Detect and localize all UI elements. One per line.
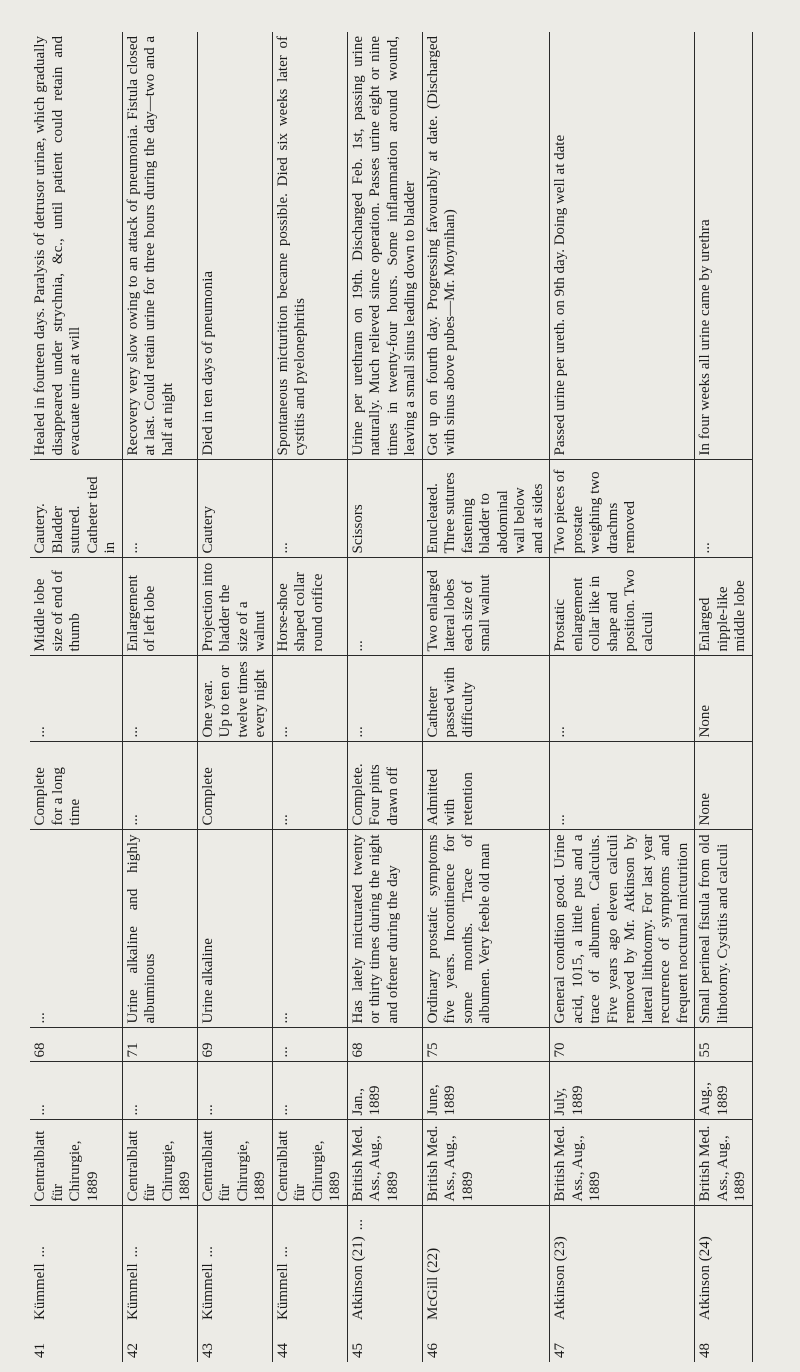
date-cell: ... <box>30 1062 122 1120</box>
reference-cell: British Med. Ass., Aug., 1889 <box>347 1120 422 1206</box>
operation-cell: ... <box>122 460 197 558</box>
date-cell: ... <box>272 1062 347 1120</box>
case-number-cell: 46 <box>422 1324 550 1362</box>
catheter-use-cell: ... <box>122 656 197 742</box>
author-cell <box>197 1206 272 1324</box>
result-cell: Recovery very slow owing to an attack of pneumonia. Fistula closed at last. Could retain urine for three hours during the day—two and a half at night <box>122 32 197 460</box>
author-cell <box>30 1206 122 1324</box>
condition-cell: ... <box>272 830 347 1028</box>
reference-cell: Centralblatt für Chirurgie, 1889 <box>197 1120 272 1206</box>
reference-cell: Centralblatt für Chirurgie, 1889 <box>272 1120 347 1206</box>
result-cell: Got up on fourth day. Progressing favourably at date. (Discharged with sinus above pubes—Mr. Moynihan) <box>422 32 550 460</box>
author-cell <box>122 1206 197 1324</box>
retention-cell: Complete for a long time <box>30 742 122 830</box>
author-cell <box>272 1206 347 1324</box>
catheter-use-cell: ... <box>272 656 347 742</box>
case-number-cell: 42 <box>122 1324 197 1362</box>
reference-cell: British Med. Ass., Aug., 1889 <box>695 1120 753 1206</box>
catheter-use-cell: Catheter passed with difficulty <box>422 656 550 742</box>
case-number-cell: 45 <box>347 1324 422 1362</box>
operation-cell: ... <box>695 460 753 558</box>
age-cell: 70 <box>550 1028 695 1062</box>
case-table <box>30 32 753 1362</box>
date-cell: ... <box>122 1062 197 1120</box>
table-row <box>550 32 695 1362</box>
reference-cell: Centralblatt für Chirurgie, 1889 <box>122 1120 197 1206</box>
author-dots: ... <box>349 1219 366 1231</box>
date-cell: June, 1889 <box>422 1062 550 1120</box>
case-number-cell: 43 <box>197 1324 272 1362</box>
result-cell: Died in ten days of pneumonia <box>197 32 272 460</box>
retention-cell: ... <box>272 742 347 830</box>
author-name: Atkinson (24) <box>697 1236 713 1320</box>
author-dots: ... <box>124 1246 141 1258</box>
condition-cell: Urine alkaline <box>197 830 272 1028</box>
author-dots: ... <box>274 1246 291 1258</box>
prostate-description-cell: Enlargement of left lobe <box>122 558 197 656</box>
table-row <box>422 32 550 1362</box>
prostate-description-cell: ... <box>347 558 422 656</box>
table-row <box>347 32 422 1362</box>
author-name: Atkinson (23) <box>552 1236 568 1320</box>
operation-cell: Cautery <box>197 460 272 558</box>
result-cell: In four weeks all urine came by urethra <box>695 32 753 460</box>
result-cell: Spontaneous micturition became possible. Died six weeks later of cystitis and pyelonephritis <box>272 32 347 460</box>
operation-cell: Scissors <box>347 460 422 558</box>
author-cell <box>695 1206 753 1324</box>
catheter-use-cell: ... <box>30 656 122 742</box>
retention-cell: Complete. Four pints drawn off <box>347 742 422 830</box>
age-cell: 75 <box>422 1028 550 1062</box>
retention-cell: ... <box>550 742 695 830</box>
catheter-use-cell: None <box>695 656 753 742</box>
table-row <box>272 32 347 1362</box>
date-cell: Jan., 1889 <box>347 1062 422 1120</box>
table-row <box>30 32 122 1362</box>
author-name: Kümmell <box>32 1263 48 1320</box>
reference-cell: British Med. Ass., Aug., 1889 <box>550 1120 695 1206</box>
condition-cell: Has lately micturated twenty or thirty times during the night and oftener during the day <box>347 830 422 1028</box>
prostate-description-cell: Middle lobe size of end of thumb <box>30 558 122 656</box>
prostate-description-cell: Projection into bladder the size of a walnut <box>197 558 272 656</box>
catheter-use-cell: ... <box>347 656 422 742</box>
table-row <box>197 32 272 1362</box>
author-cell <box>422 1206 550 1324</box>
age-cell: 69 <box>197 1028 272 1062</box>
condition-cell: General condition good. Urine acid, 1015, a little pus and a trace of albumen. Calculus. Five years ago eleven calculi removed by Mr. Atkinson by lateral lithotomy. For last year recurrence of symptoms and frequent nocturnal micturition <box>550 830 695 1028</box>
catheter-use-cell: One year. Up to ten or twelve times every night <box>197 656 272 742</box>
result-cell: Urine per urethram on 19th. Discharged Feb. 1st, passing urine naturally. Much relieved since operation. Passes urine eight or nine times in twenty-four hours. Some inflammation around wound, leaving a small sinus leading down to bladder <box>347 32 422 460</box>
age-cell: 55 <box>695 1028 753 1062</box>
retention-cell: ... <box>122 742 197 830</box>
author-name: Kümmell <box>274 1263 291 1320</box>
condition-cell: ... <box>30 830 122 1028</box>
table-body <box>30 32 752 1362</box>
reference-cell: British Med. Ass., Aug., 1889 <box>422 1120 550 1206</box>
prostate-description-cell: Two enlarged lateral lobes each size of small walnut <box>422 558 550 656</box>
operation-cell: Two pieces of prostate weighing two drachms removed <box>550 460 695 558</box>
author-dots: ... <box>32 1246 48 1258</box>
condition-cell: Ordinary prostatic symptoms five years. Incontinence for some months. Trace of albumen. Very feeble old man <box>422 830 550 1028</box>
author-dots: ... <box>199 1246 216 1258</box>
operation-cell: Enucleated. Three sutures fastening bladder to abdominal wall below and at sides <box>422 460 550 558</box>
age-cell: ... <box>272 1028 347 1062</box>
result-cell: Healed in fourteen days. Paralysis of detrusor urinæ, which gradually disappeared under strychnia, &c., until patient could retain and evacuate urine at will <box>30 32 122 460</box>
date-cell: ... <box>197 1062 272 1120</box>
author-name: Kümmell <box>124 1263 141 1320</box>
retention-cell: Complete <box>197 742 272 830</box>
table-row <box>695 32 753 1362</box>
date-cell: July, 1889 <box>550 1062 695 1120</box>
author-name: Kümmell <box>199 1263 216 1320</box>
age-cell: 71 <box>122 1028 197 1062</box>
operation-cell: ... <box>272 460 347 558</box>
prostate-description-cell: Prostatic enlargement collar like in shape and position. Two calculi <box>550 558 695 656</box>
condition-cell: Small perineal fistula from old lithotomy. Cystitis and calculi <box>695 830 753 1028</box>
retention-cell: None <box>695 742 753 830</box>
prostate-description-cell: Enlarged nipple-like middle lobe <box>695 558 753 656</box>
prostate-description-cell: Horse-shoe shaped collar round orifice <box>272 558 347 656</box>
case-number-cell: 41 <box>30 1324 122 1362</box>
author-cell <box>347 1206 422 1324</box>
case-number-cell: 47 <box>550 1324 695 1362</box>
author-name: McGill (22) <box>424 1247 441 1320</box>
catheter-use-cell: ... <box>550 656 695 742</box>
author-cell <box>550 1206 695 1324</box>
retention-cell: Admitted with retention <box>422 742 550 830</box>
author-name: Atkinson (21) <box>349 1236 366 1320</box>
condition-cell: Urine alkaline and highly albuminous <box>122 830 197 1028</box>
operation-cell: Cautery. Bladder sutured. Catheter tied in <box>30 460 122 558</box>
age-cell: 68 <box>347 1028 422 1062</box>
reference-cell: Centralblatt für Chirurgie, 1889 <box>30 1120 122 1206</box>
table-row <box>122 32 197 1362</box>
case-number-cell: 48 <box>695 1324 753 1362</box>
age-cell: 68 <box>30 1028 122 1062</box>
result-cell: Passed urine per ureth. on 9th day. Doing well at date <box>550 32 695 460</box>
date-cell: Aug., 1889 <box>695 1062 753 1120</box>
case-number-cell: 44 <box>272 1324 347 1362</box>
